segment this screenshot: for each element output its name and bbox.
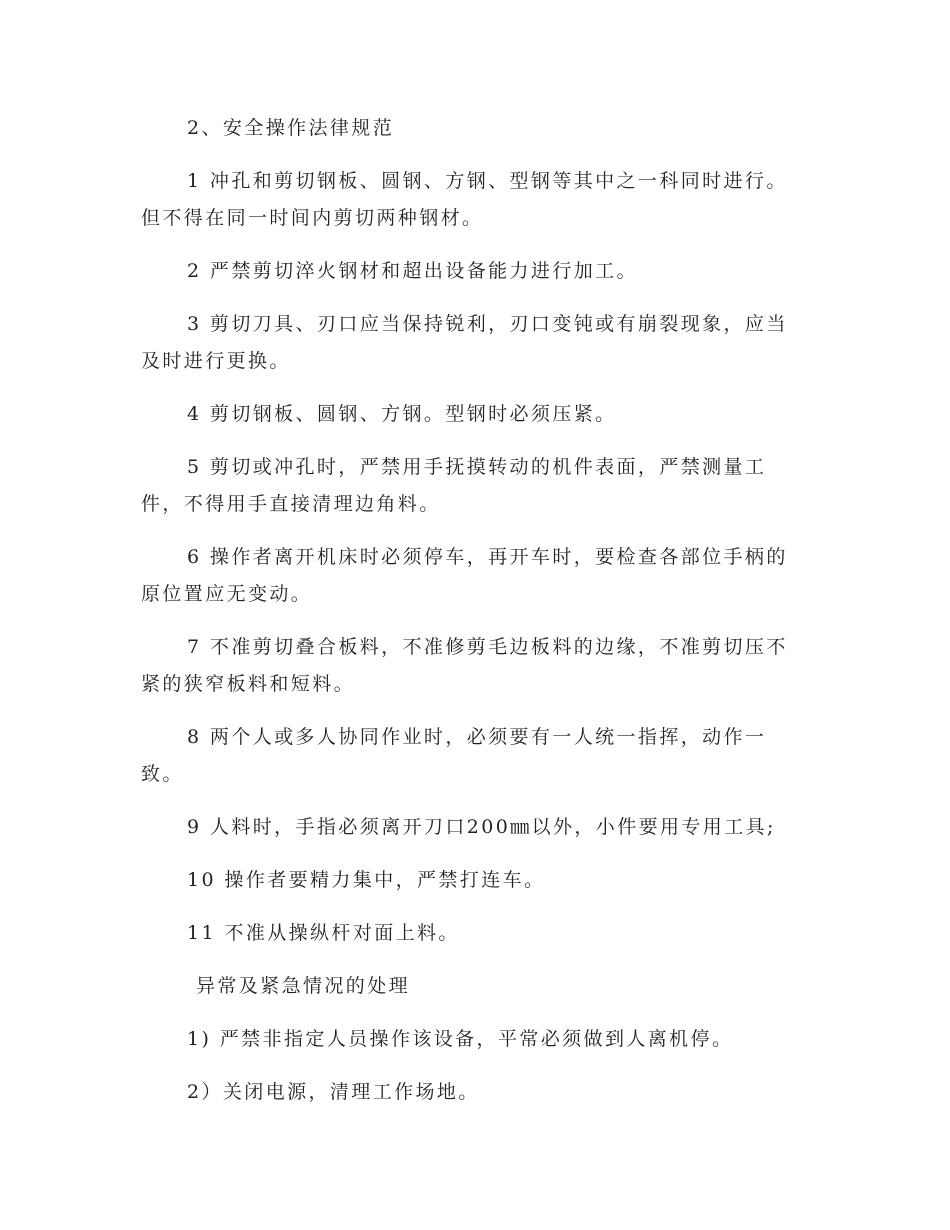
emergency-item: 1) 严禁非指定人员操作该设备，平常必须做到人离机停。 [187, 1028, 734, 1050]
rule-item: 5 剪切或冲孔时，严禁用手抚摸转动的机件表面，严禁测量工件，不得用手直接清理边角料。 [141, 456, 767, 515]
document-body [141, 110, 801, 1111]
rule-item: 9 人料时，手指必须离开刀口200㎜以外，小件要用专用工具; [187, 816, 776, 838]
emergency-title: 异常及紧急情况的处理 [196, 975, 411, 997]
emergency-item: 2）关闭电源，清理工作场地。 [187, 1081, 480, 1103]
rule-item: 11 不准从操纵杆对面上料。 [187, 922, 460, 944]
rule-item: 8 两个人或多人协同作业时，必须要有一人统一指挥，动作一致。 [141, 726, 767, 785]
rule-item: 1 冲孔和剪切钢板、圆钢、方钢、型钢等其中之一科同时进行。但不得在同一时间内剪切两种钢材。 [141, 170, 788, 229]
rule-item: 4 剪切钢板、圆钢、方钢。型钢时必须压紧。 [187, 403, 617, 425]
rule-item: 7 不准剪切叠合板料，不准修剪毛边板料的边缘，不准剪切压不紧的狭窄板料和短料。 [141, 636, 788, 695]
rule-item: 3 剪切刀具、刃口应当保持锐利，刃口变钝或有崩裂现象，应当及时进行更换。 [141, 313, 788, 372]
rule-item: 2 严禁剪切淬火钢材和超出设备能力进行加工。 [187, 260, 638, 282]
rule-item: 10 操作者要精力集中，严禁打连车。 [187, 869, 546, 891]
rule-item: 6 操作者离开机床时必须停车，再开车时，要检查各部位手柄的原位置应无变动。 [141, 546, 788, 605]
section-title: 2、安全操作法律规范 [187, 117, 395, 139]
